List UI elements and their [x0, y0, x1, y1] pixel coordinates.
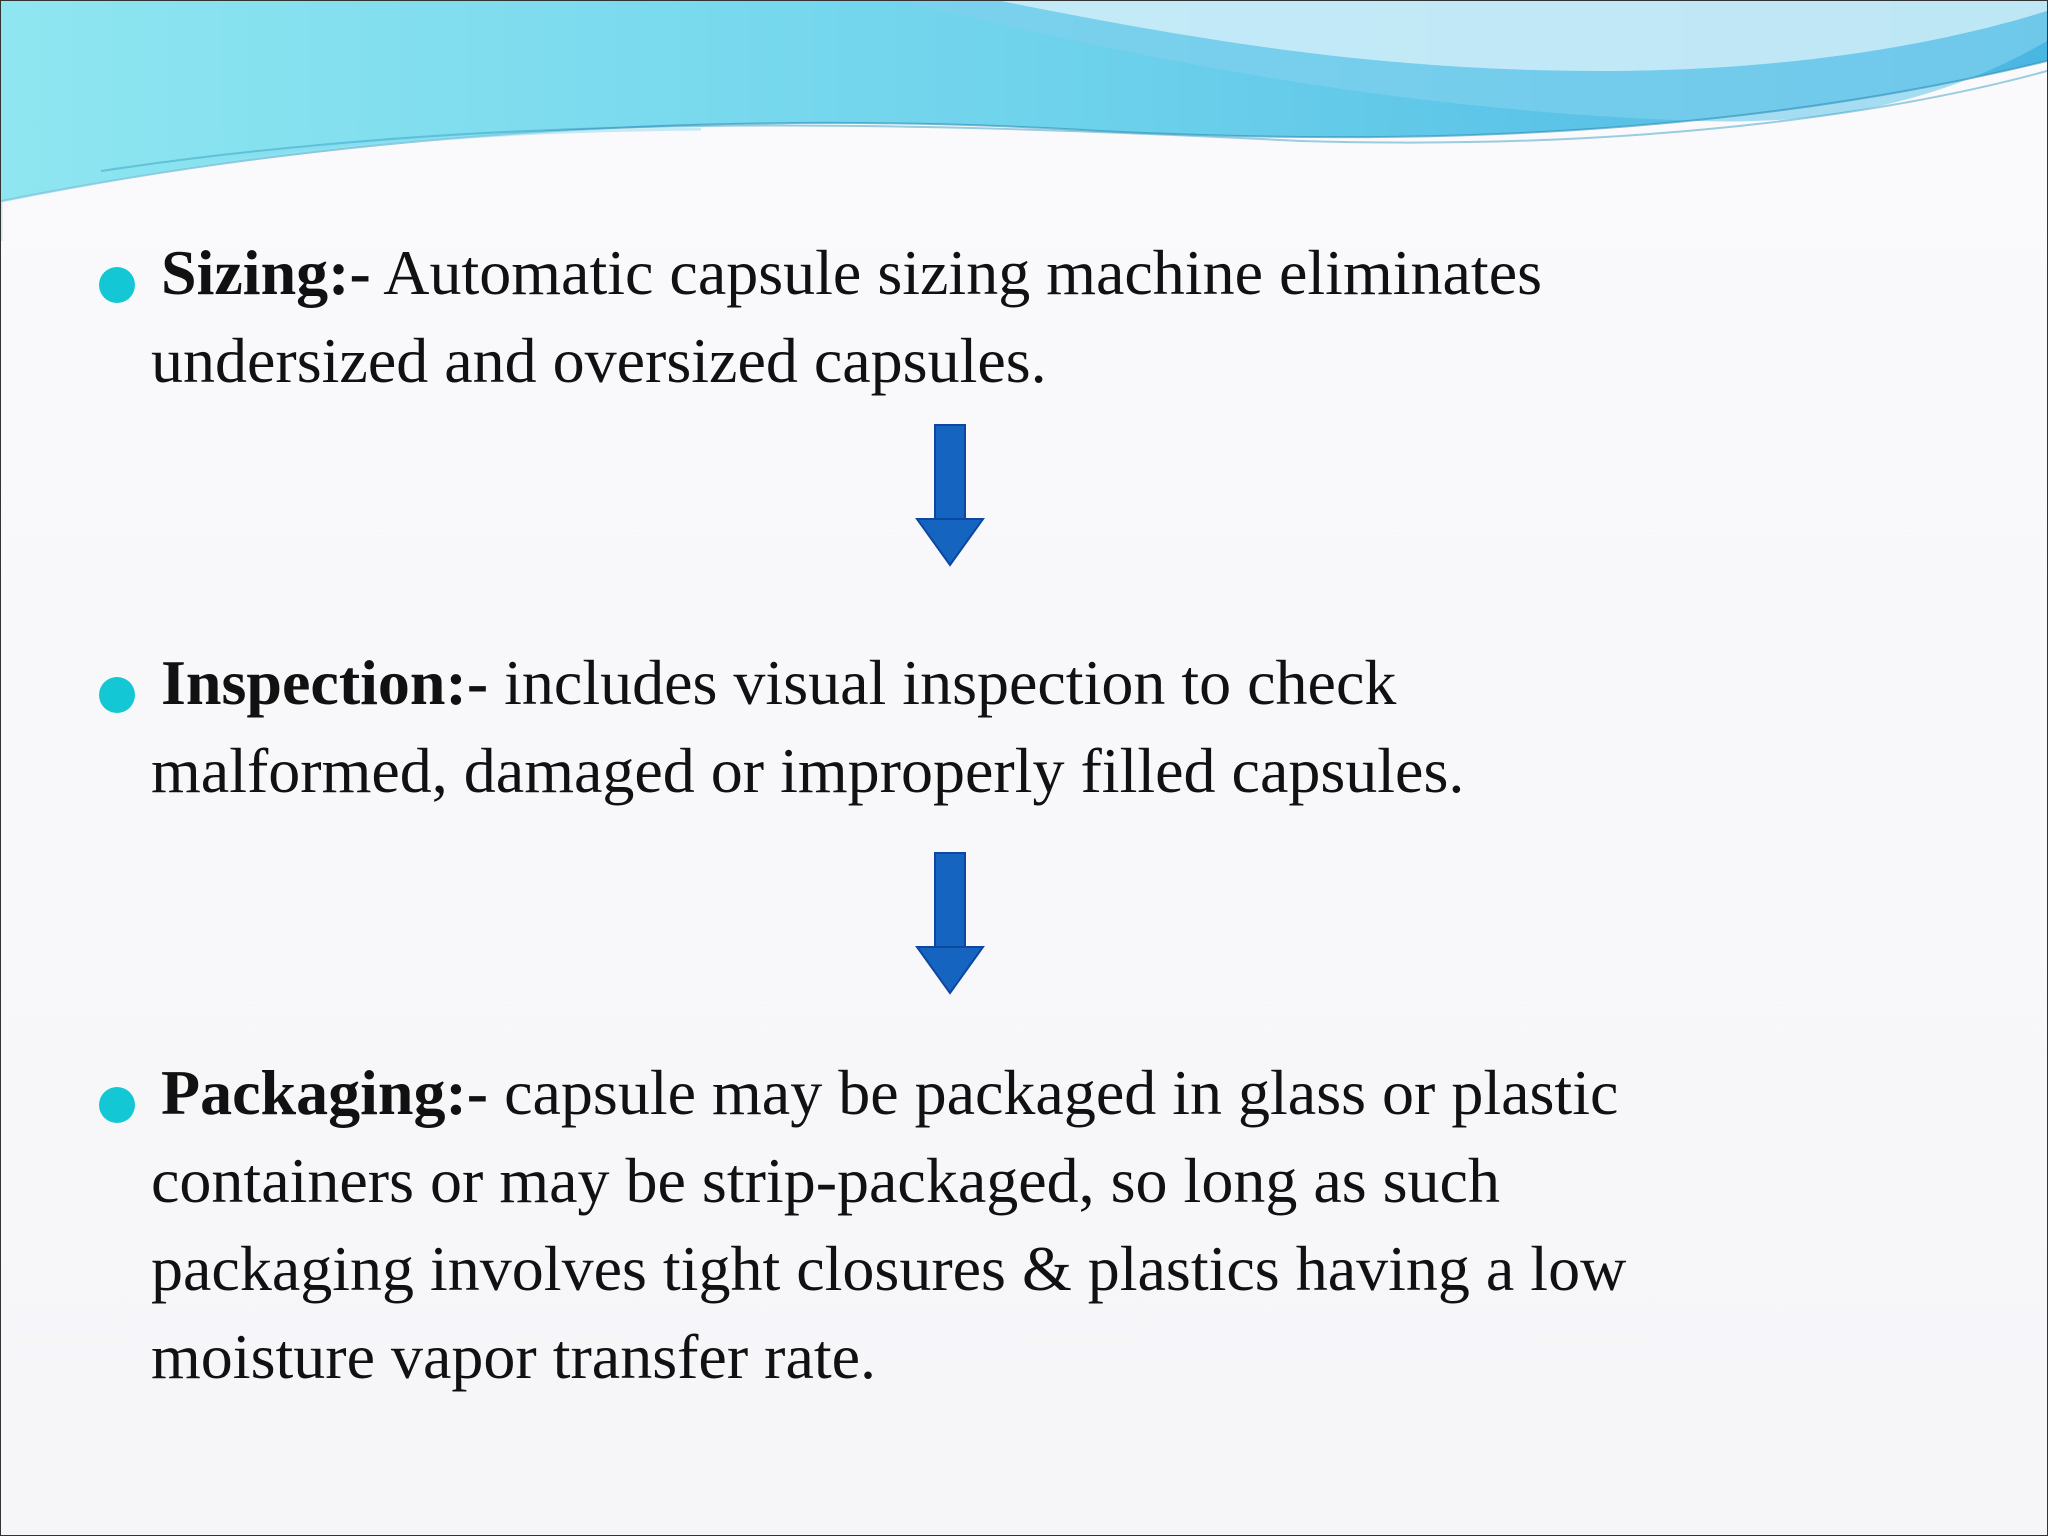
- down-arrow-icon: [915, 423, 985, 567]
- bullet-inspection-continuation: malformed, damaged or improperly filled capsules.: [151, 735, 1465, 806]
- bullet-packaging-line1: capsule may be packaged in glass or plastic: [488, 1057, 1619, 1128]
- bullet-inspection-line1: includes visual inspection to check: [488, 647, 1397, 718]
- bullet-packaging-term: Packaging:-: [161, 1057, 489, 1128]
- bullet-packaging-continuation-3: moisture vapor transfer rate.: [151, 1321, 877, 1392]
- bullet-sizing-term: Sizing:-: [161, 237, 371, 308]
- bullet-packaging-continuation-2: packaging involves tight closures & plastics having a low: [151, 1233, 1627, 1304]
- bullet-packaging-continuation-1: containers or may be strip-packaged, so long as such: [151, 1145, 1500, 1216]
- bullet-sizing-line1: Automatic capsule sizing machine eliminates: [370, 237, 1542, 308]
- bullet-dot-icon: [99, 677, 135, 713]
- down-arrow-icon: [915, 851, 985, 995]
- bullet-dot-icon: [99, 267, 135, 303]
- bullet-dot-icon: [99, 1087, 135, 1123]
- bullet-sizing-text: [151, 229, 1931, 405]
- bullet-inspection-text: [151, 639, 1931, 815]
- bullet-packaging-text: [151, 1049, 1931, 1401]
- bullet-inspection-term: Inspection:-: [161, 647, 489, 718]
- bullet-sizing-continuation: undersized and oversized capsules.: [151, 325, 1047, 396]
- header-wave-decoration: [1, 1, 2047, 241]
